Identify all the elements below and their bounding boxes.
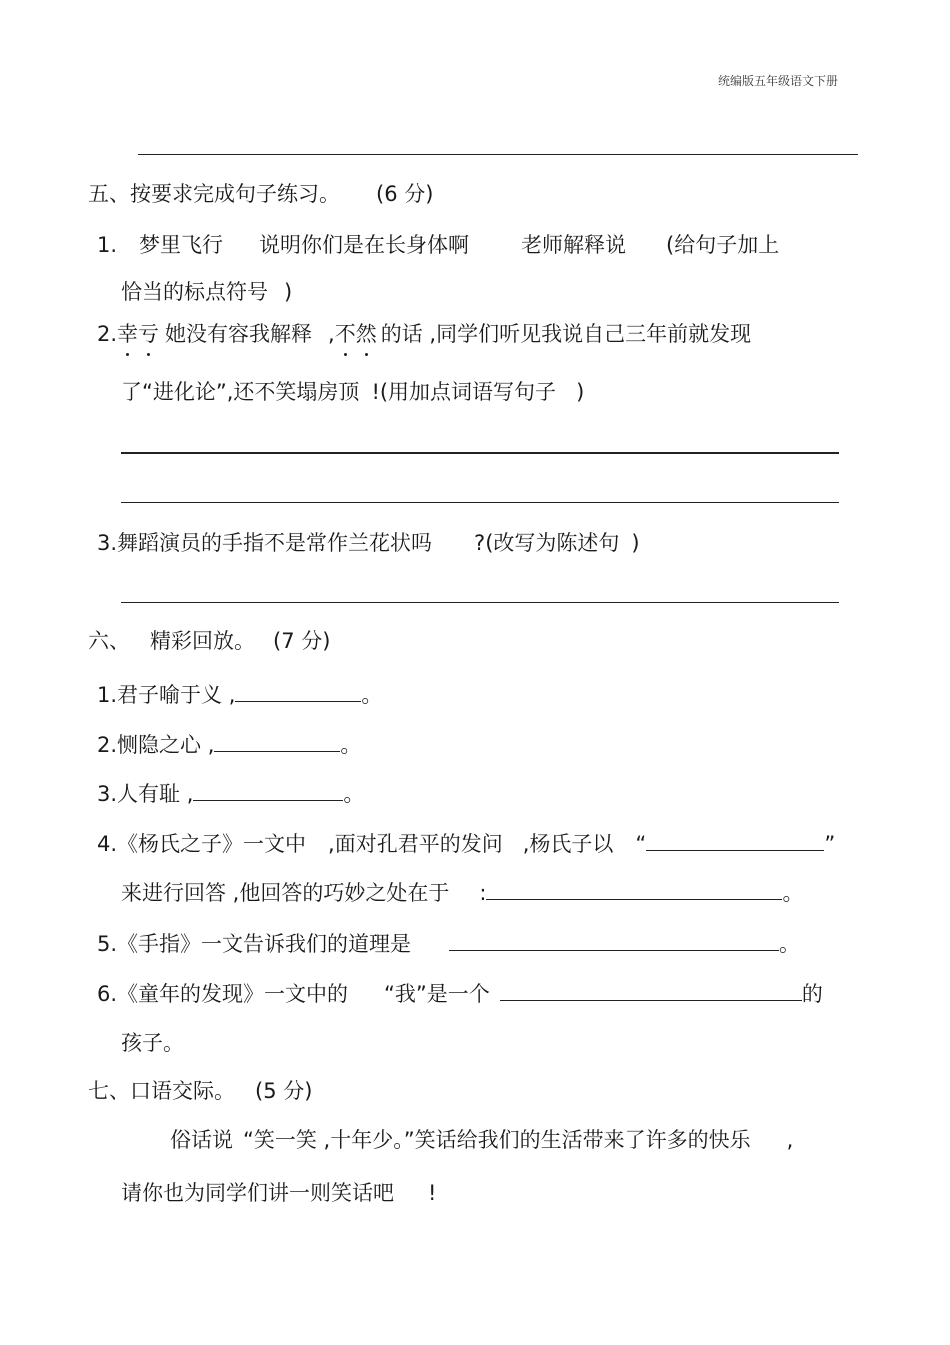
dotted-char: 不: [334, 322, 356, 346]
section-7-heading: 七、口语交际。: [88, 1079, 235, 1103]
q5-2-part1: 她没有容我解释: [165, 322, 313, 346]
blank-q6-6[interactable]: [500, 980, 802, 1001]
q6-6-part2: “我”是一个: [384, 982, 490, 1006]
page-header: 统编版五年级语文下册: [718, 74, 839, 88]
q5-1-part2: 说明你们是在长身体啊: [259, 233, 470, 257]
sec7-comma: ,: [786, 1128, 794, 1152]
q6-6-line2-text: 孩子。: [121, 1031, 184, 1055]
q5-1-part4: (给句子加上: [666, 233, 780, 257]
q5-2-part3: 的话 ,同学们听见我说自己三年前就发现: [380, 322, 752, 346]
q6-5-text: 5.《手指》一文告诉我们的道理是: [97, 932, 412, 956]
q6-3: [97, 780, 364, 808]
blank-q6-3[interactable]: [193, 780, 343, 801]
q6-4-part2: ,面对孔君平的发问: [328, 832, 503, 856]
q5-3-line1: [97, 529, 640, 557]
section-5-title: [88, 180, 433, 208]
q6-4-line2-text: 来进行回答 ,他回答的巧妙之处在于: [121, 881, 450, 905]
q5-1-close: ): [284, 280, 293, 304]
q6-5-end: 。: [779, 932, 801, 956]
q6-4-quote-close: ”: [824, 832, 836, 856]
q6-4-quote-open: “: [635, 832, 647, 856]
sec7-part1: 俗话说: [170, 1128, 233, 1152]
header-rule: [138, 154, 858, 155]
q6-4-colon: :: [479, 881, 487, 905]
q5-2-line2: [121, 378, 584, 406]
section-6-number: 六、: [88, 629, 130, 653]
q5-3-close: ): [631, 531, 640, 555]
q5-1-line2: [121, 278, 292, 306]
q5-2-line2a: 了“进化论”,还不笑塌房顶: [121, 380, 360, 404]
q5-3-part2: ?(改写为陈述句: [474, 531, 620, 555]
q6-4-part1: 4.《杨氏之子》一文中: [97, 832, 307, 856]
q6-5: [97, 930, 800, 958]
q5-2-number: 2.: [97, 322, 118, 346]
blank-q6-4a[interactable]: [646, 830, 824, 851]
q6-4-end: 。: [782, 881, 804, 905]
blank-q6-2[interactable]: [214, 731, 340, 752]
q6-2: [97, 731, 361, 759]
section-6-score: (7 分): [273, 629, 331, 653]
q6-2-end: 。: [340, 733, 362, 757]
q6-1-text: 1.君子喻于义 ,: [97, 683, 236, 707]
q5-2-line2b: !(用加点词语写句子: [371, 380, 557, 404]
q6-3-text: 3.人有耻 ,: [97, 782, 194, 806]
q5-1-line2-text: 恰当的标点符号: [121, 280, 268, 304]
sec7-part2: “笑一笑 ,十年少。”笑话给我们的生活带来了许多的快乐: [243, 1128, 751, 1152]
q5-1-line1: [97, 231, 779, 259]
q5-2-part2: ,: [328, 322, 335, 346]
q6-6-line2: [121, 1029, 184, 1057]
section-5-score: (6 分): [376, 182, 434, 206]
q6-2-text: 2.恻隐之心 ,: [97, 733, 215, 757]
q6-6-end: 的: [801, 982, 823, 1006]
sec7-line1: [170, 1126, 793, 1154]
section-7-title: [88, 1077, 312, 1105]
dotted-char: 亏: [138, 322, 160, 346]
q5-3-part1: 3.舞蹈演员的手指不是常作兰花状吗: [97, 531, 433, 555]
q5-1-number: 1.: [97, 233, 118, 257]
q6-4-line2: [121, 879, 803, 907]
answer-line-q5-2b[interactable]: [121, 502, 839, 503]
q6-4-line1: [97, 830, 835, 858]
q5-1-part3: 老师解释说: [521, 233, 627, 257]
q6-1-end: 。: [361, 683, 383, 707]
answer-line-q5-2a[interactable]: [121, 452, 839, 454]
q6-6-line1: [97, 980, 823, 1008]
q5-2-close: ): [576, 380, 585, 404]
sec7-line2: [121, 1179, 436, 1207]
q5-2-line1: [97, 320, 751, 348]
blank-q6-1[interactable]: [235, 681, 361, 702]
section-7-score: (5 分): [255, 1079, 313, 1103]
q5-1-part1: 梦里飞行: [139, 233, 224, 257]
section-6-heading: 精彩回放。: [150, 629, 255, 653]
q6-3-end: 。: [343, 782, 365, 806]
q6-4-part3: ,杨氏子以: [522, 832, 614, 856]
dotted-char: 然: [355, 322, 377, 346]
section-6-title: [88, 627, 330, 655]
sec7-excl: !: [428, 1181, 437, 1205]
blank-q6-4b[interactable]: [486, 879, 782, 900]
q6-1: [97, 681, 382, 709]
section-5-heading: 五、按要求完成句子练习。: [88, 182, 340, 206]
q6-6-part1: 6.《童年的发现》一文中的: [97, 982, 349, 1006]
sec7-line2-text: 请你也为同学们讲一则笑话吧: [121, 1181, 394, 1205]
dotted-char: 幸: [117, 322, 139, 346]
blank-q6-5[interactable]: [449, 930, 779, 951]
answer-line-q5-3[interactable]: [121, 602, 839, 603]
